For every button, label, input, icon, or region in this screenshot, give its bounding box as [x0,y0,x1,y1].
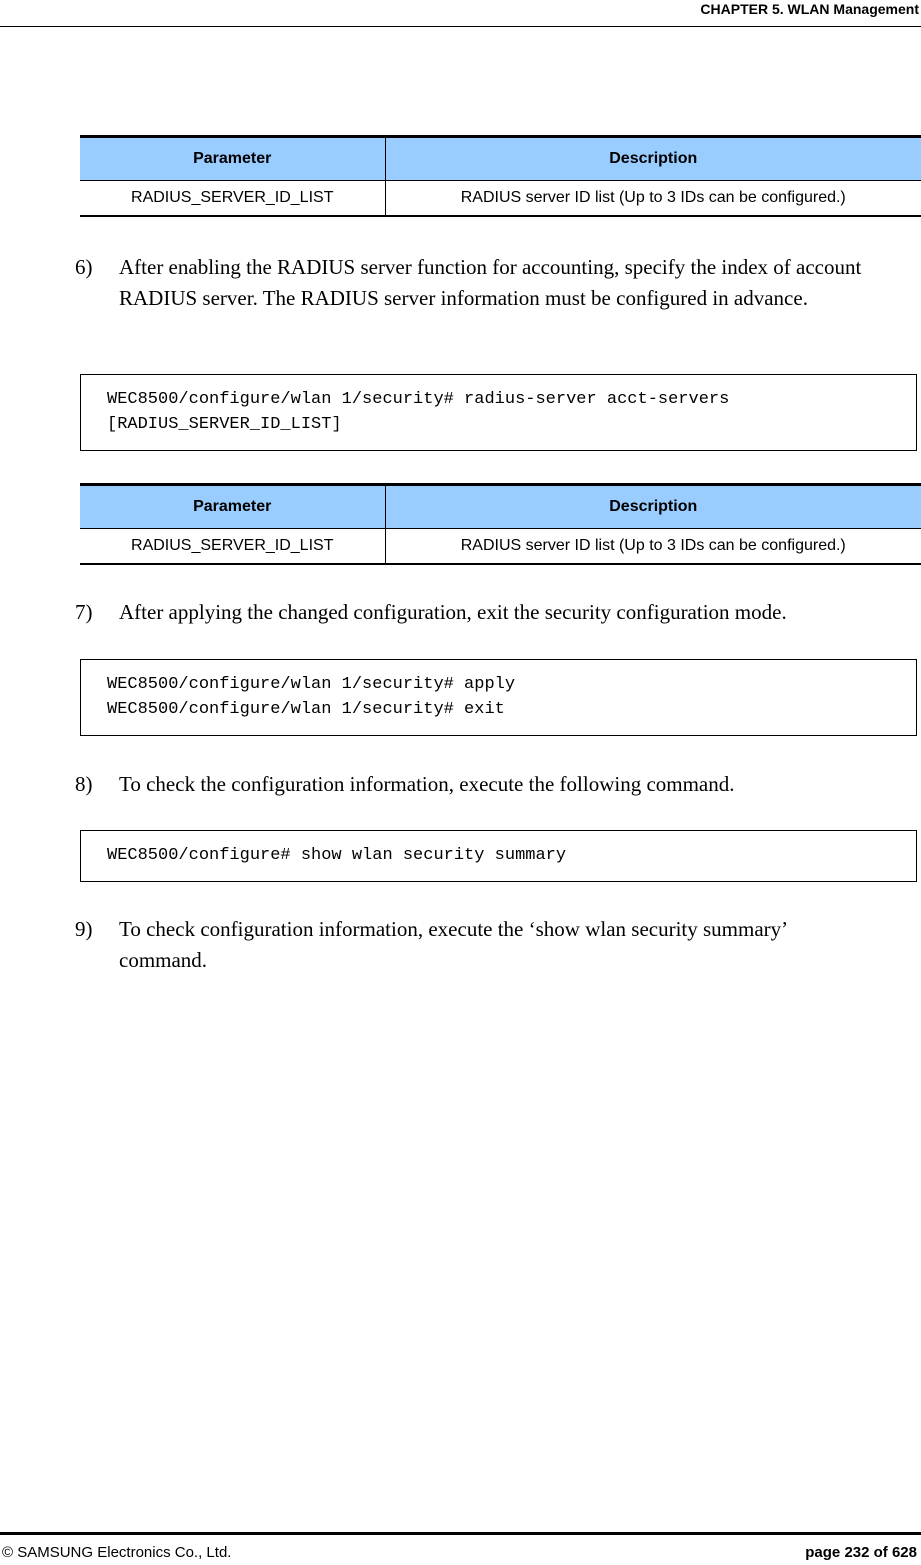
table-row [80,529,921,565]
code-line: WEC8500/configure/wlan 1/security# radius-server acct-servers [107,390,730,409]
page-number: page 232 of 628 [805,1544,917,1561]
copyright-text: © SAMSUNG Electronics Co., Ltd. [2,1544,232,1561]
header-divider [0,26,921,27]
code-block-2 [80,659,917,736]
chapter-title: CHAPTER 5. WLAN Management [700,1,919,17]
parameter-cell: RADIUS_SERVER_ID_LIST [80,181,385,217]
step-8 [75,769,875,800]
step-number: 7) [75,600,93,624]
step-number: 9) [75,917,93,941]
step-text: To check configuration information, execute the ‘show wlan security summary’ command. [119,917,787,972]
step-number: 6) [75,255,93,279]
table-header-row [80,137,921,181]
column-header-parameter: Parameter [80,485,385,529]
column-header-parameter: Parameter [80,137,385,181]
description-cell: RADIUS server ID list (Up to 3 IDs can be configured.) [385,529,921,565]
step-7 [75,597,875,628]
step-9 [75,914,875,976]
step-text: After applying the changed configuration, exit the security configuration mode. [119,600,787,624]
code-line: [RADIUS_SERVER_ID_LIST] [107,415,342,434]
table-header-row [80,485,921,529]
code-block-1 [80,374,917,451]
step-text: After enabling the RADIUS server function for accounting, specify the index of account RADIUS server. The RADIUS server information must be configured in advance. [119,255,862,310]
parameter-table-1 [80,135,921,217]
table-row [80,181,921,217]
code-line: WEC8500/configure# show wlan security summary [107,846,567,865]
column-header-description: Description [385,137,921,181]
code-block-3 [80,830,917,882]
step-6 [75,252,875,314]
description-cell: RADIUS server ID list (Up to 3 IDs can be configured.) [385,181,921,217]
column-header-description: Description [385,485,921,529]
code-line: WEC8500/configure/wlan 1/security# exit [107,700,505,719]
step-number: 8) [75,772,93,796]
footer-divider [0,1532,921,1535]
step-text: To check the configuration information, execute the following command. [119,772,735,796]
parameter-cell: RADIUS_SERVER_ID_LIST [80,529,385,565]
parameter-table-2 [80,483,921,565]
code-line: WEC8500/configure/wlan 1/security# apply [107,675,516,694]
